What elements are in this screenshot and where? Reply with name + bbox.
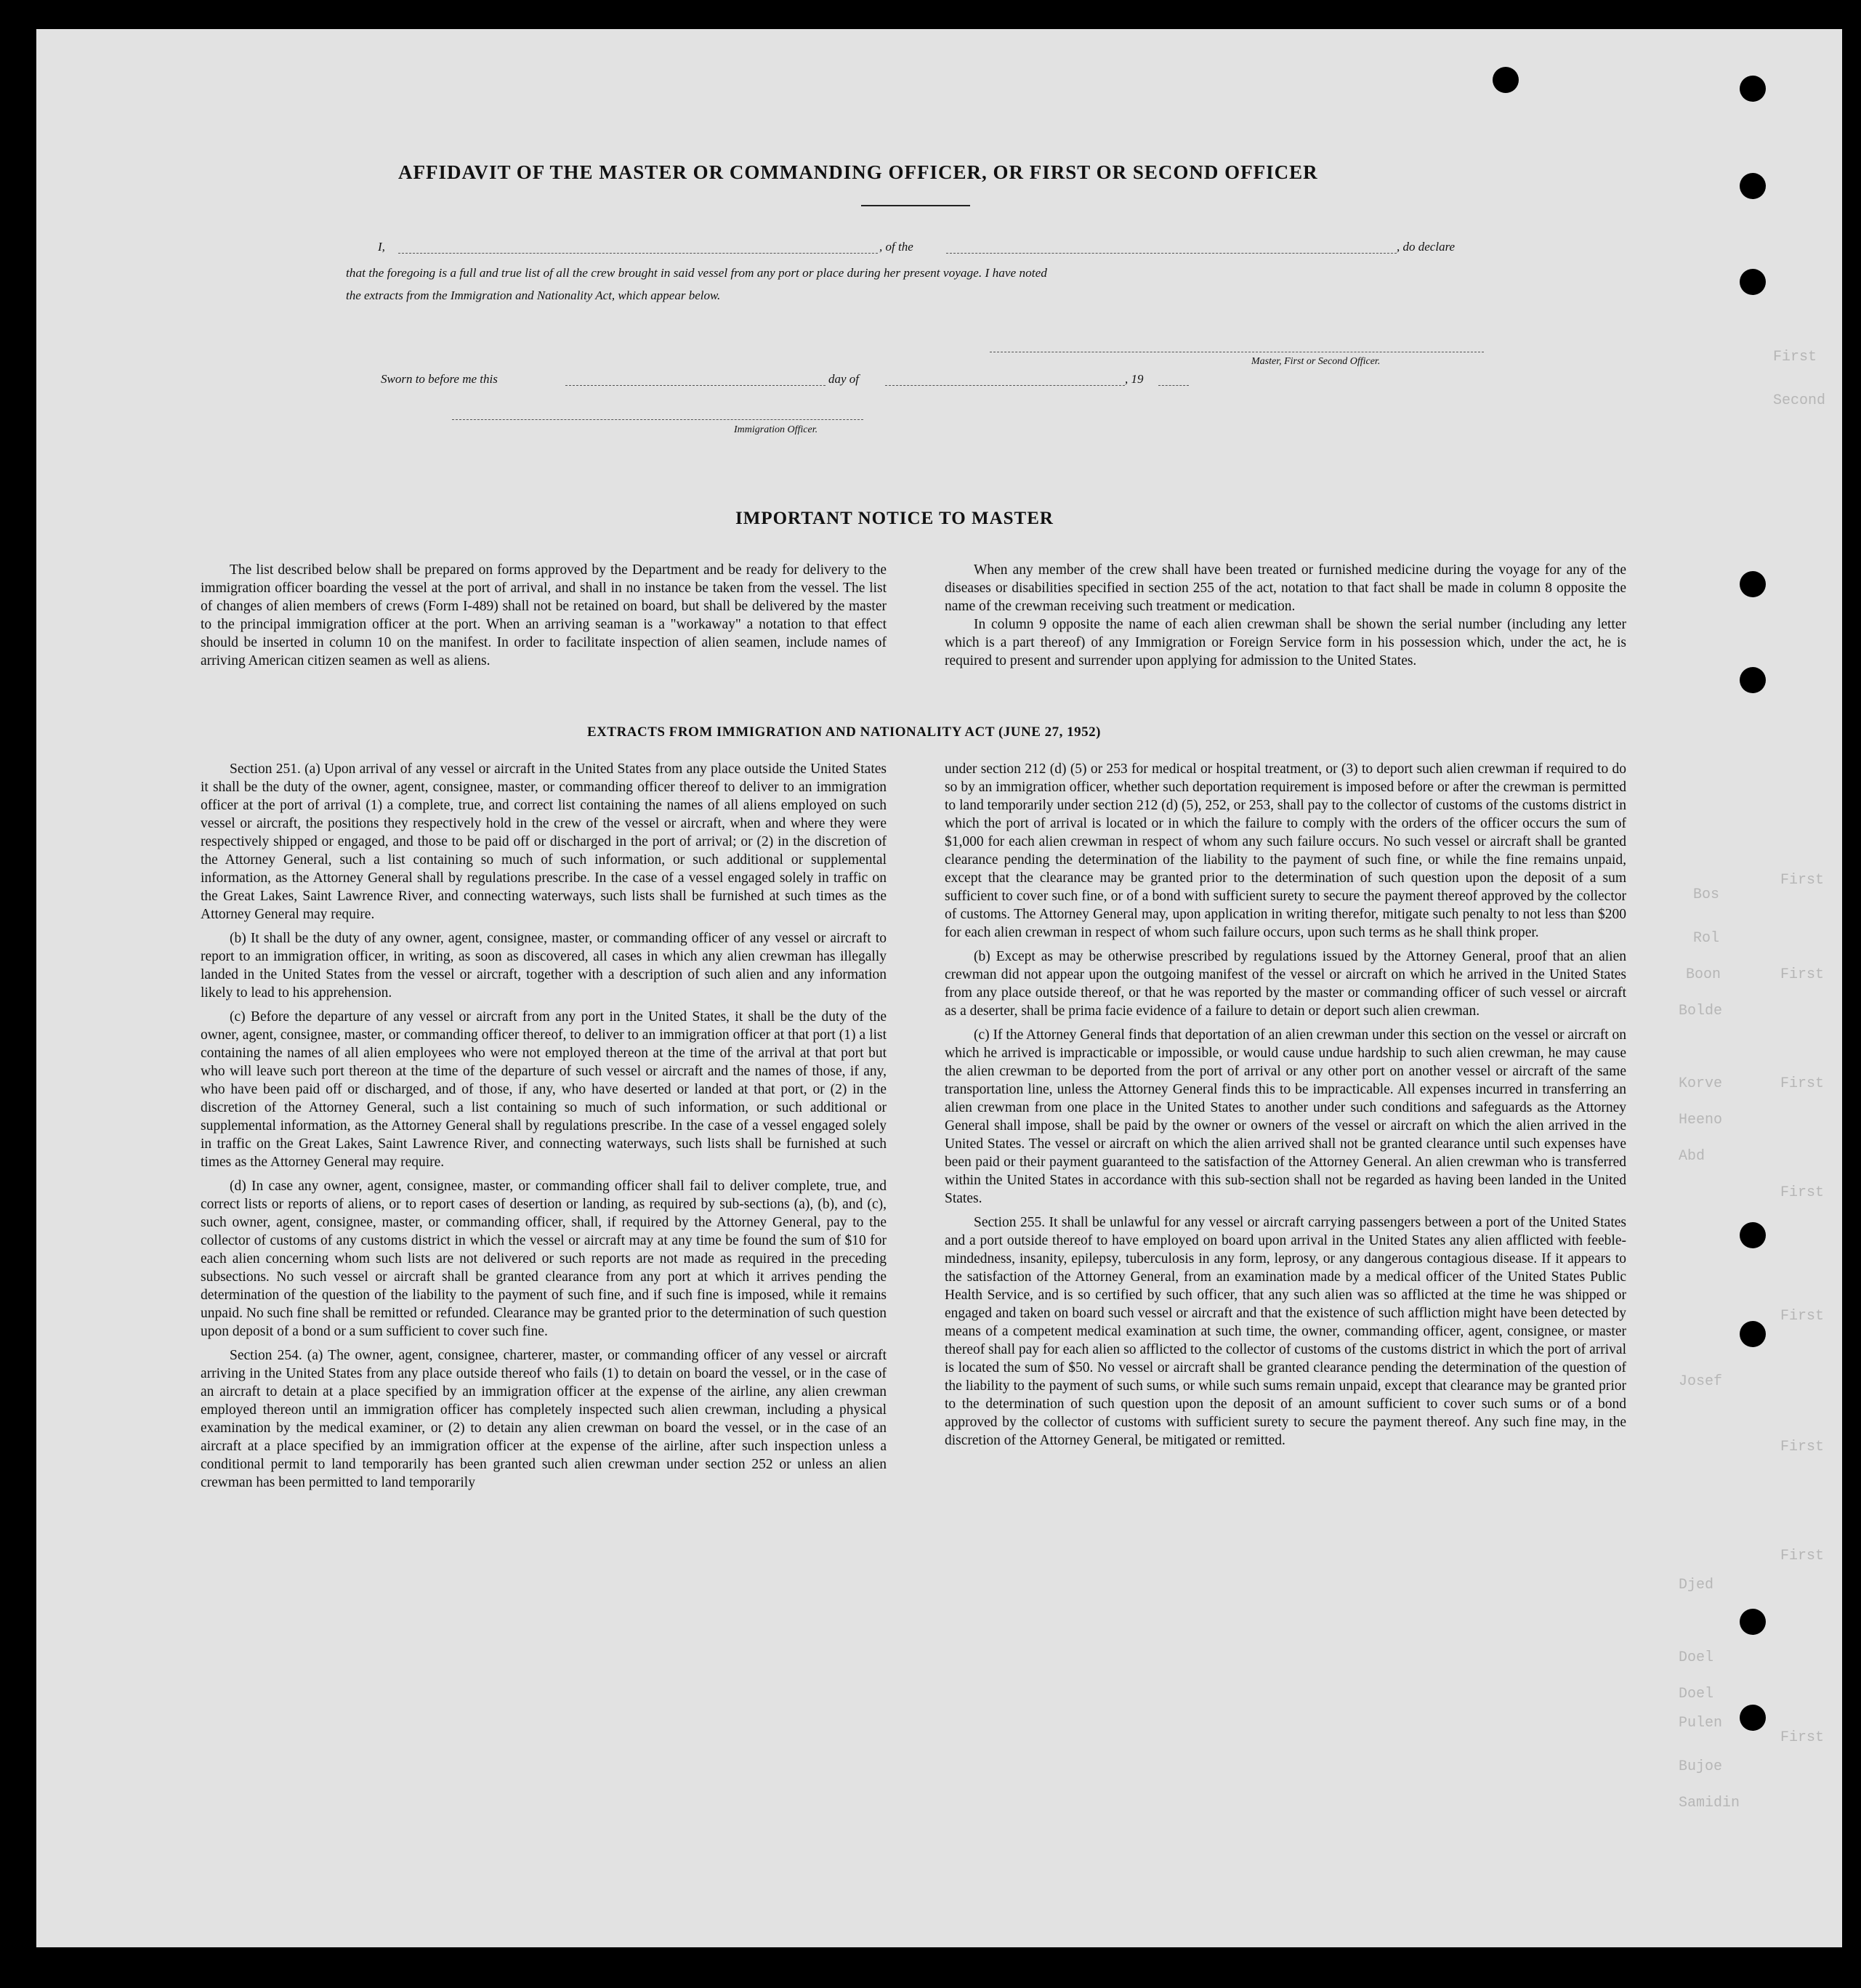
affidavit-line1-of: , of the [879,240,913,254]
notice-left-column [201,561,887,676]
officer-signature-line [452,419,863,420]
year-fill-line [1158,385,1189,386]
section-251-b: (b) It shall be the duty of any owner, agent, consignee, master, or commanding officer of any vessel or aircraft to report to an immigration officer, in writing, as soon as discovered, all cases in which any alien crewman has illegally landed in the United States from the vessel or aircraft, together with a description of such alien and any information likely to lead to his apprehension. [201,931,887,1001]
affidavit-line3: the extracts from the Immigration and Nationality Act, which appear below. [346,288,721,302]
vessel-fill-line [946,253,1397,254]
notice-left-paragraph: The list described below shall be prepared on forms approved by the Department and be ready for delivery to the immigration officer boarding the vessel at the port of arrival, and shall in no instance be taken from the vessel. The list of changes of alien members of crews (Form I-489) shall not be retained on board, but shall be delivered by the master to the principal immigration officer at the port. When an arriving seaman is a "workaway" a notation to that effect should be inserted in column 10 on the manifest. In order to facilitate inspection of alien seamen, include names of arriving American citizen seamen as well as aliens. [201,562,887,668]
section-251-c: (c) Before the departure of any vessel or aircraft from any port in the United States, it shall be the duty of the owner, agent, consignee, master, or commanding officer thereof, to deliver to an immigration officer at that port (1) a list containing the names of all alien employees who were not employed thereon at the time of the arrival at that port but who will leave such port thereon at the time of the departure of such vessel or aircraft and the names of those, if any, who have been paid off or discharged, and of those, if any, who have deserted or landed at that port, or (2) in the discretion of the Attorney General, such a list containing so much of such information, or such additional or supplemental information, as the Attorney General shall by regulations prescribe. In the case of a vessel engaged solely in traffic on the Great Lakes, Saint Lawrence River, and connecting waterways, such lists shall be furnished at such times as the Attorney General may require. [201,1009,887,1170]
section-251-d: (d) In case any owner, agent, consignee, master, or commanding officer shall fail to deliver complete, true, and correct lists or reports of aliens, or to report cases of desertion or landing, as required by sub-sections (a), (b), and (c), such owner, agent, consignee, master, or commanding officer, shall, if required by the Attorney General, pay to the collector of customs of any customs district in which the vessel or aircraft may at any time be found the sum of $10 for each alien concerning whom such lists are not delivered or such reports are not made as required in the preceding subsections. No such vessel or aircraft shall be granted clearance from any port at which it arrives pending the determination of the question of the liability to the payment of such fine, and if such fine is imposed, while it remains unpaid. No such fine shall be remitted or refunded. Clearance may be granted prior to the determination of such question upon deposit of a bond or a sum sufficient to cover such fine. [201,1179,887,1339]
affidavit-line1-i: I, [378,240,385,254]
section-254-b: (b) Except as may be otherwise prescribed by regulations issued by the Attorney General, proof that an alien crewman did not appear upon the outgoing manifest of the vessel or aircraft on which he arrived in the United States from any place outside thereof, or that he was reported by the master or commanding officer of such vessel or aircraft as a deserter, shall be prima facie evidence of a failure to detain or deport such alien crewman. [945,949,1626,1019]
sworn-day-line [565,385,825,386]
punch-hole [1740,571,1766,597]
punch-hole [1493,67,1519,93]
sworn-text: Sworn to before me this [381,372,498,386]
punch-hole [1740,667,1766,693]
punch-hole [1740,173,1766,199]
master-caption: Master, First or Second Officer. [1251,356,1381,367]
section-254-a-continued: under section 212 (d) (5) or 253 for medical or hospital treatment, or (3) to deport such alien crewman if required to do so by an immigration officer, whether such deportation requirement is imposed before or after the crewman is permitted to land temporarily under section 212 (d) (5), 252, or 253, shall pay to the collector of customs of the customs district in which the port of arrival is located or in which the failure to comply with the orders of the officer occurs the sum of $1,000 for each alien crewman in respect of whom any such failure occurs. No such vessel or aircraft shall be granted clearance pending the determination of the liability to the payment of such fine, or while the fine remains unpaid, except that the clearance may be granted prior to the determination of such question upon the deposit of a sum sufficient to cover such fine, or of a bond with sufficient surety to secure the payment thereof approved by the collector of customs. The Attorney General may, upon application in writing therefor, mitigate such penalty to not less than $200 for each alien crewman in respect of whom such failure occurs, upon such terms as he shall think proper. [945,761,1626,940]
day-of-text: day of [828,372,860,386]
notice-right-paragraph-1: When any member of the crew shall have been treated or furnished medicine during the voyage for any of the diseases or disabilities specified in section 255 of the act, notation to that fact shall be made in column 8 opposite the name of the crewman receiving such treatment or medication. [945,562,1626,614]
year-text: , 19 [1125,372,1144,386]
section-255: Section 255. It shall be unlawful for any vessel or aircraft carrying passengers between a port of the United States and a port outside thereof to have employed on board upon arrival in the United States any alien afflicted with feeble-mindedness, insanity, epilepsy, tuberculosis in any form, leprosy, or any dangerous contagious disease. If it appears to the satisfaction of the Attorney General, from an examination made by a medical officer of the United States Public Health Service, and is so certified by such officer, that any such alien was so afflicted at the time he was shipped or engaged and taken on board such vessel or aircraft and that the existence of such affliction might have been detected by means of a competent medical examination at such time, the owner, commanding officer, agent, consignee, or master thereof shall pay for each alien so afflicted to the collector of customs of the customs district in which the port of arrival is located the sum of $50. No vessel or aircraft shall be granted clearance pending the determination of the question of the liability to the payment of such sums, or while such sums remain unpaid, except that clearance may be granted prior to the determination of such question upon the deposit of an amount sufficient to cover such sums or of a bond approved by the collector of customs with sufficient surety to secure the payment thereof. Any such fine may, in the discretion of the Attorney General, be mitigated or remitted. [945,1215,1626,1448]
affidavit-title: AFFIDAVIT OF THE MASTER OR COMMANDING OFFICER, OR FIRST OR SECOND OFFICER [398,161,1318,183]
punch-hole [1740,1321,1766,1347]
punch-hole [1740,1222,1766,1248]
title-underline [861,205,970,206]
section-254-c: (c) If the Attorney General finds that deportation of an alien crewman under this section on the vessel or aircraft on which he arrived is impracticable or impossible, or would cause undue hardship to such alien crewman, he may cause the alien crewman to be deported from the port of arrival or any other port on another vessel or aircraft of the same transportation line, unless the Attorney General finds this to be impracticable. All expenses incurred in transferring an alien crewman from one place in the United States to another under such conditions and safeguards as the Attorney General shall impose, shall be paid by the owner or owners of the vessel or aircraft on which the alien arrived in the United States. The vessel or aircraft on which the alien arrived shall not be granted clearance until such expenses have been paid or their payment guaranteed to the satisfaction of the Attorney General. An alien crewman who is transferred within the United States in accordance with this sub-section shall not be regarded as having been landed in the United States. [945,1027,1626,1206]
name-fill-line [398,253,878,254]
extracts-left-column [201,760,887,1498]
document-page: First Second First First First First First First First First Bos Rol Boon Bolde Korve Heeno Abd Josef Djed Doel Doel Pulen Bujoe Samidin [36,29,1842,1947]
punch-hole [1740,76,1766,102]
section-251-a: Section 251. (a) Upon arrival of any vessel or aircraft in the United States from any place outside the United States it shall be the duty of the owner, agent, consignee, master, or commanding officer thereof to deliver to an immigration officer at the port of arrival (1) a complete, true, and correct list containing the names of all aliens employed on such vessel or aircraft, the positions they respectively hold in the crew of the vessel or aircraft, when and where they were respectively shipped or engaged, and those to be paid off or discharged in the port of arrival; or (2) in the discretion of the Attorney General, such a list containing so much of such information, or such additional or supplemental information, as the Attorney General shall by regulations prescribe. In the case of a vessel engaged solely in traffic on the Great Lakes, Saint Lawrence River, and connecting waterways, such lists shall be furnished at such times as the Attorney General may require. [201,761,887,922]
notice-right-column [945,561,1626,676]
punch-hole [1740,1609,1766,1635]
month-fill-line [885,385,1125,386]
extracts-title: EXTRACTS FROM IMMIGRATION AND NATIONALITY ACT (JUNE 27, 1952) [587,724,1101,740]
notice-title: IMPORTANT NOTICE TO MASTER [735,509,1054,528]
extracts-right-column [945,760,1626,1455]
affidavit-line1-declare: , do declare [1397,240,1456,254]
officer-caption: Immigration Officer. [734,424,818,435]
notice-right-paragraph-2: In column 9 opposite the name of each alien crewman shall be shown the serial number (including any letter which is a part thereof) of any Immigration or Foreign Service form in his possession which, under the act, he is required to present and surrender upon applying for admission to the United States. [945,617,1626,668]
punch-hole [1740,1705,1766,1731]
section-254-a: Section 254. (a) The owner, agent, consignee, charterer, master, or commanding officer of any vessel or aircraft arriving in the United States from any place outside thereof who fails (1) to detain on board the vessel, or in the case of an aircraft to detain at a place specified by an immigration officer at the expense of the airline, any alien crewman employed thereon until an immigration officer has completely inspected such alien crewman, including a physical examination by the medical examiner, or (2) to detain any alien crewman on board the vessel, or in the case of an aircraft at a place specified by an immigration officer at the expense of the airline, after such inspection unless a conditional permit to land temporarily has been granted such alien crewman under section 252 or unless an alien crewman has been permitted to land temporarily [201,1348,887,1490]
punch-hole [1740,269,1766,295]
affidavit-line2: that the foregoing is a full and true list of all the crew brought in said vessel from any port or place during her present voyage. I have noted [346,266,1047,280]
